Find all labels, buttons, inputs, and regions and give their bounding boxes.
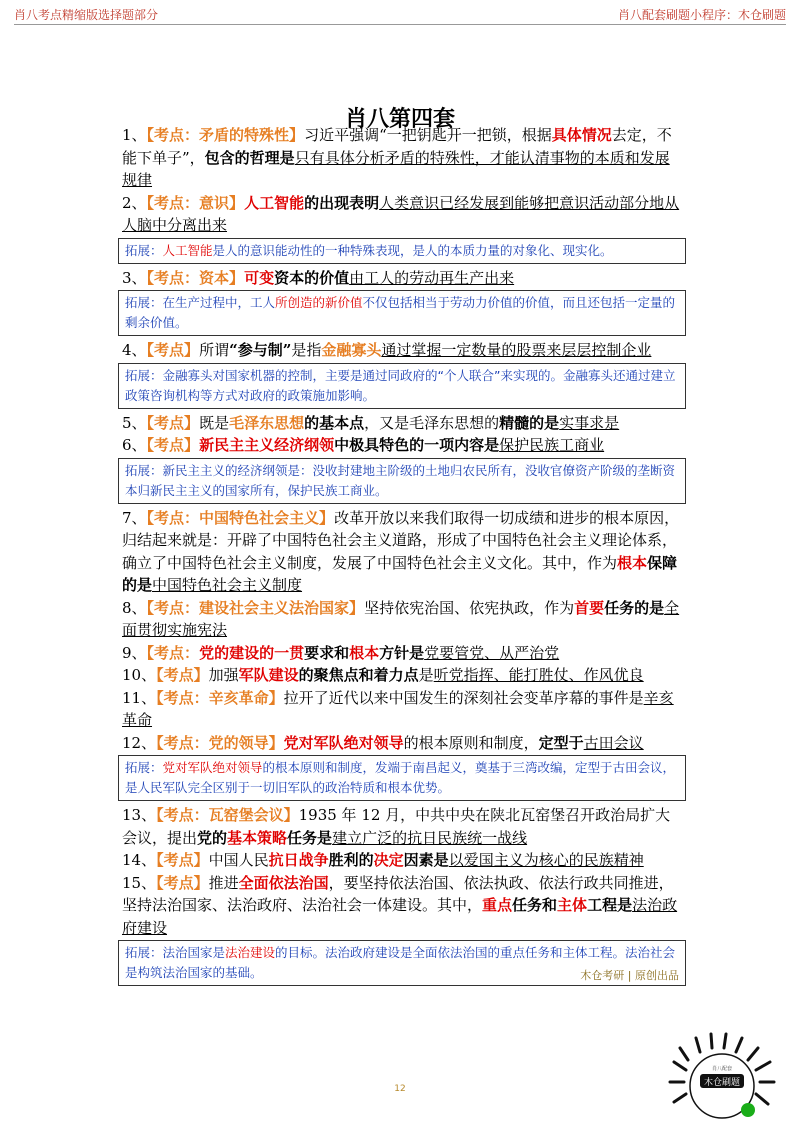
question-10: 10、【考点】加强军队建设的聚焦点和着力点是听党指挥、能打胜仗、作风优良 (122, 666, 644, 684)
question-6: 6、【考点】新民主主义经济纲领中极具特色的一项内容是保护民族工商业 (122, 436, 605, 454)
header-right: 肖八配套刷题小程序：木仓刷题 (617, 8, 786, 22)
source-tagline: 木仓考研 | 原创出品 (580, 969, 679, 982)
question-7: 7、【考点：中国特色社会主义】改革开放以来我们取得一切成绩和进步的根本原因，归结起来就是：开辟了中国特色社会主义道路，形成了中国特色社会主义理论体系，确立了中国特色社会主义制度，发展了中国特色社会主义文化。其中，作为根本保障的是中国特色社会主义制度 (122, 508, 680, 594)
question-3: 3、【考点：资本】可变资本的价值由工人的劳动再生产出来 (122, 268, 515, 287)
question-12: 12、【考点：党的领导】党对军队绝对领导的根本原则和制度，定型于古田会议 (122, 733, 644, 752)
question-5: 5、【考点】既是毛泽东思想的基本点，又是毛泽东思想的精髓的是实事求是 (122, 413, 620, 432)
question-11: 11、【考点：辛亥革命】拉开了近代以来中国发生的深刻社会变革序幕的事件是辛亥革命 (122, 688, 674, 729)
question-8: 8、【考点：建设社会主义法治国家】坚持依宪治国、依宪执政，作为首要任务的是全面贯彻实施宪法 (122, 598, 680, 639)
extension-box: 拓展：在生产过程中，工人所创造的新价值不仅包括相当于劳动力价值的价值，而且还包括一定量的剩余价值。 (118, 290, 686, 336)
question-4: 4、【考点】所谓“参与制”是指金融寡头通过掌握一定数量的股票来层层控制企业 (122, 341, 652, 359)
question-9: 9、【考点：党的建设的一贯要求和根本方针是党要管党、从严治党 (122, 643, 560, 662)
question-list (122, 124, 682, 989)
qr-label: 木仓刷题 (703, 1078, 741, 1088)
extension-box: 拓展：新民主主义的经济纲领是：没收封建地主阶级的土地归农民所有，没收官僚资产阶级的垄断资本归新民主主义的国家所有，保护民族工商业。 (118, 458, 686, 504)
header-left: 肖八考点精缩版选择题部分 (14, 8, 159, 22)
question-14: 14、【考点】中国人民抗日战争胜利的决定因素是以爱国主义为核心的民族精神 (122, 851, 644, 869)
qr-small-label: 肖八配套 (711, 1066, 733, 1072)
page-number: 12 (394, 1084, 406, 1094)
extension-box: 拓展：金融寡头对国家机器的控制，主要是通过同政府的“个人联合”来实现的。金融寡头还通过建立政策咨询机构等方式对政府的政策施加影响。 (118, 363, 686, 409)
header-divider (14, 24, 786, 25)
question-1: 1、【考点：矛盾的特殊性】习近平强调“一把钥匙开一把锁，根据具体情况去定，不能下单子”，包含的哲理是只有具体分析矛盾的特殊性，才能认清事物的本质和发展规律 (122, 126, 672, 189)
page-title: 肖八第四套 (344, 106, 455, 132)
question-15: 15、【考点】推进全面依法治国，要坚持依法治国、依法执政、依法行政共同推进，坚持法治国家、法治政府、法治社会一体建设。其中，重点任务和主体工程是法治政府建设 (122, 873, 678, 937)
miniprogram-code-icon (656, 1030, 788, 1120)
extension-box: 拓展：法治国家是法治建设的目标。法治政府建设是全面依法治国的重点任务和主体工程。法治社会是构筑法治国家的基础。 木仓考研 | 原创出品 (118, 940, 686, 986)
question-13: 13、【考点：瓦窑堡会议】1935 年 12 月，中共中央在陕北瓦窑堡召开政治局扩大会议，提出党的基本策略任务是建立广泛的抗日民族统一战线 (122, 806, 671, 847)
question-2: 2、【考点：意识】人工智能的出现表明人类意识已经发展到能够把意识活动部分地从人脑中分离出来 (122, 193, 680, 234)
extension-box: 拓展：党对军队绝对领导的根本原则和制度，发端于南昌起义，奠基于三湾改编，定型于古田会议，是人民军队完全区别于一切旧军队的政治特质和根本优势。 (118, 755, 686, 801)
extension-box: 拓展：人工智能是人的意识能动性的一种特殊表现，是人的本质力量的对象化、现实化。 (118, 238, 686, 264)
